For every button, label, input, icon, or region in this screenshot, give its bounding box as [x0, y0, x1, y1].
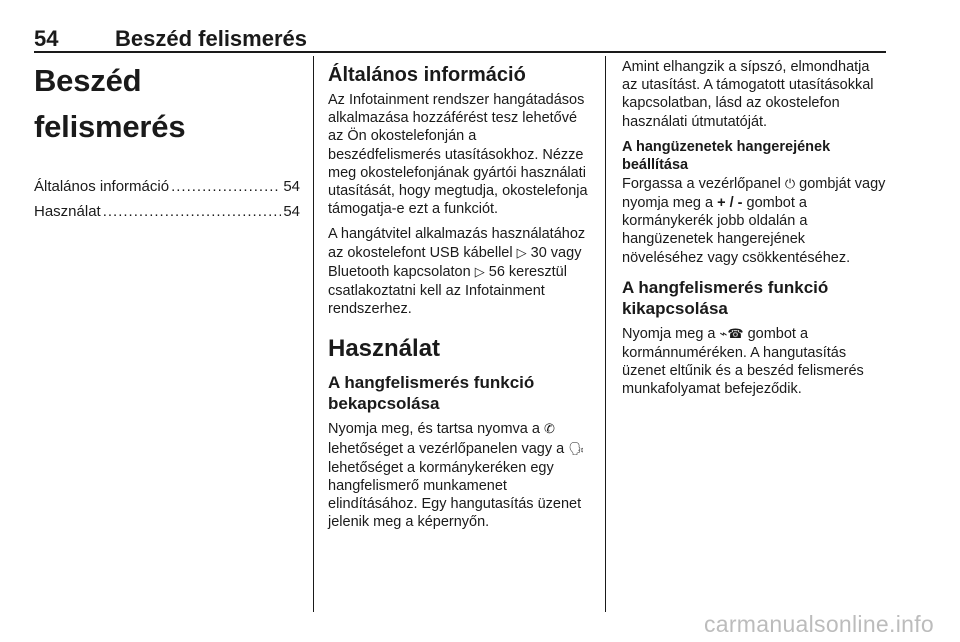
text-run: Nyomja meg a	[622, 325, 720, 342]
toc-page: 54	[283, 203, 300, 220]
toc-leader	[103, 199, 282, 224]
end-voice-icon: ⌁☎	[719, 326, 744, 342]
toc-page: 54	[283, 178, 300, 195]
page-reference-icon: ▷	[474, 264, 485, 280]
text-run: keresztül csatlakoztatni kell az Infotainment rendszerhez.	[328, 263, 567, 318]
text-run: gombját vagy nyomja meg a	[622, 175, 886, 212]
toc-entry-usage[interactable]	[34, 199, 300, 224]
deactivate-paragraph	[622, 325, 888, 399]
column-divider-1	[313, 56, 314, 612]
column-3	[622, 58, 888, 406]
activate-paragraph	[328, 420, 592, 531]
steering-voice-icon: 🗣	[568, 441, 585, 457]
text-run: gombot a kormánykerék jobb oldalán a hangüzenetek hangerejének növeléséhez vagy csökkentéséhez.	[622, 195, 851, 266]
general-paragraph-1: Az Infotainment rendszer hangátadásos alkalmazása hozzáférést tesz lehetővé az Ön okostelefonján a beszédfelismerés utasításokhoz. Nézze meg okostelefonjának gyártói használati utasítását, hogy megtudja, okostelefonja támogatja-e ezt a funkciót.	[328, 92, 588, 218]
plus-minus-label: + / -	[717, 195, 743, 212]
text-run: lehetőséget a kormánykeréken egy hangfelismerő munkamenet elindításához. Egy hangutasítás üzenet jelenik meg a képernyőn.	[328, 459, 582, 531]
subheading-activate: A hangfelismerés funkció bekapcsolása	[328, 373, 535, 414]
general-paragraph-2	[328, 225, 592, 318]
column-2	[328, 58, 592, 539]
chapter-title: Beszéd felismerés	[34, 63, 186, 144]
page-reference-link[interactable]: 56	[488, 263, 505, 280]
subheading-deactivate: A hangfelismerés funkció kikapcsolása	[622, 277, 829, 318]
text-run: vagy Bluetooth kapcsolaton	[328, 244, 582, 280]
text-run: A hangátvitel alkalmazás használatához az okostelefont USB kábellel	[328, 226, 586, 261]
subheading-volume: A hangüzenetek hangerejének beállítása	[622, 138, 831, 173]
text-run: lehetőséget a vezérlőpanelen vagy a	[328, 440, 569, 457]
volume-paragraph	[622, 175, 888, 267]
beep-paragraph: Amint elhangzik a sípszó, elmondhatja az utasítást. A támogatott utasításokkal kapcsolatban, lásd az okostelefon használati útmutatóját.	[622, 59, 874, 130]
watermark: carmanualsonline.info	[703, 611, 934, 637]
page-number: 54	[34, 26, 59, 51]
page-reference-link[interactable]: 30	[530, 244, 547, 261]
section-heading-general: Általános információ	[328, 64, 526, 86]
header-rule	[34, 51, 886, 53]
text-run: Nyomja meg, és tartsa nyomva a	[328, 421, 544, 438]
phone-voice-icon: ✆	[543, 422, 555, 438]
toc-label: Használat	[34, 203, 101, 220]
text-run: Forgassa a vezérlőpanel	[622, 175, 785, 192]
column-1	[34, 58, 300, 224]
page-reference-icon: ▷	[516, 245, 527, 261]
toc-label: Általános információ	[34, 178, 170, 195]
toc-entry-general[interactable]	[34, 174, 300, 199]
power-icon: ⏻	[784, 176, 796, 192]
toc-leader	[171, 174, 281, 199]
column-divider-2	[605, 56, 606, 612]
running-title: Beszéd felismerés	[115, 26, 307, 51]
text-run: gombot a kormánnuméréken. A hangutasítás üzenet eltűnik és a beszéd felismerés munkafolyamat befejeződik.	[622, 325, 864, 398]
section-heading-usage: Használat	[328, 335, 441, 363]
